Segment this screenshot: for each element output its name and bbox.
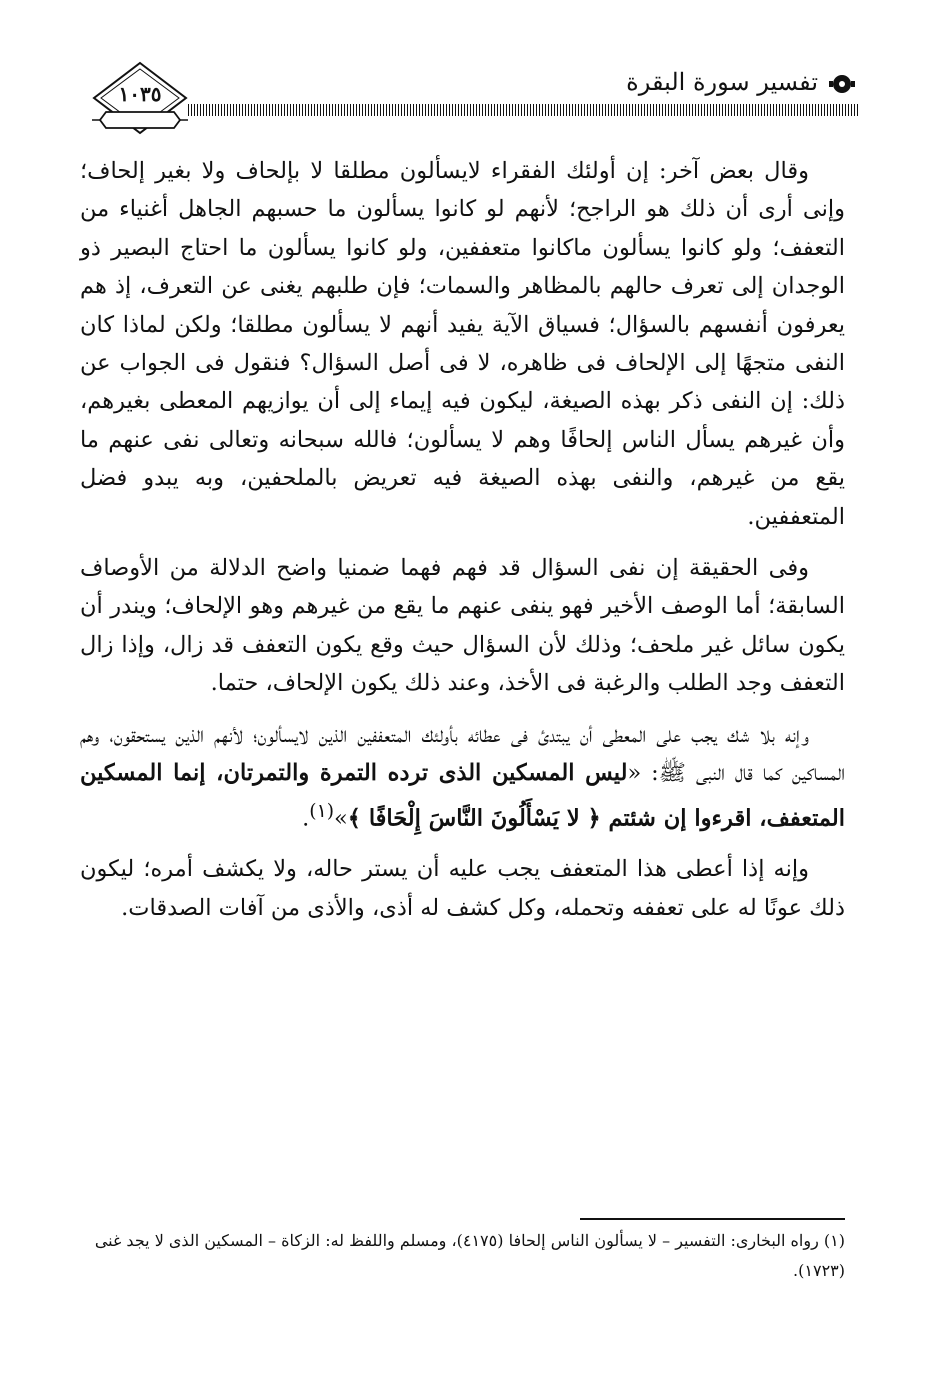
page-header	[90, 52, 860, 142]
footnotes	[80, 1226, 845, 1286]
footnote-item: (١) رواه البخارى: التفسير – لا يسألون الناس إلحافا (٤١٧٥)، ومسلم واللفظ له: الزكاة – المسكين الذى لا يجد غنى (١٧٢٣).	[94, 1231, 845, 1280]
paragraph: وإنه إذا أعطى هذا المتعفف يجب عليه أن يستر حاله، ولا يكشف أمره؛ ليكون ذلك عونًا له على تعففه وتحمله، وكل كشف له أذى، والأذى من آفات الصدقات.	[80, 856, 845, 921]
paragraph-end: .	[302, 805, 310, 831]
page-number: ١٠٣٥	[118, 82, 162, 106]
main-text	[80, 152, 845, 927]
running-title: تفسير سورة البقرة	[626, 68, 818, 96]
decorative-ornament-icon	[828, 72, 856, 96]
footnote-ref[interactable]: (١)	[309, 800, 335, 822]
paragraph: وفى الحقيقة إن نفى السؤال قد فهم فهما ضمنيا واضح الدلالة من الأوصاف السابقة؛ أما الوصف الأخير فهو ينفى عنهم ما يقع من غيرهم وهو الإلحاف؛ ويندر أن يكون سائل غير ملحف؛ وذلك لأن السؤال حيث وقع يكون التعفف قد زال، وإذا زال التعفف وجد الطلب والرغبة فى الأخذ، وعند ذلك يكون الإلحاف، حتما.	[80, 555, 845, 697]
header-rule	[188, 104, 860, 116]
hadith-quote: ليس المسكين الذى ترده التمرة والتمرتان، إنما المسكين المتعفف، اقرءوا إن شئتم ﴿ لا يَسْأَلُونَ النَّاسَ إِلْحَافًا ﴾	[80, 760, 845, 831]
paragraph-text: وإنه بلا شك يجب على المعطى أن يبتدئ فى عطائه بأولئك المتعففين الذين لايسألون؛ لأنهم الذين يستحقون، وهم المساكين كما قال النبى ﷺ: «	[80, 721, 845, 787]
paragraph: وقال بعض آخر: إن أولئك الفقراء لايسألون مطلقا لا بإلحاف ولا بغير إلحاف؛ وإنى أرى أن ذلك هو الراجح؛ لأنهم لو كانوا يسألون ما حسبهم الجاهل أغنياء من التعفف؛ ولو كانوا يسألون ماكانوا متعففين، ولو كانوا يسألون ما احتاج البصير ذو الوجدان إلى تعرف حالهم بالمظاهر والسمات؛ فإن طلبهم يغنى عن التعرف، إذ هم يعرفون أنفسهم بالسؤال؛ فسياق الآية يفيد أنهم لا يسألون مطلقا؛ ولكن لماذا كان النفى متجهًا إلى الإلحاف فى ظاهره، لا فى أصل السؤال؟ فنقول فى الجواب عن ذلك: إن النفى ذكر بهذه الصيغة، ليكون فيه إيماء إلى أن يوازيهم المعطى بغيرهم، وأن غيرهم يسأل الناس إلحافًا وهم لا يسألون؛ فالله سبحانه وتعالى نفى عنهم ما يقع من غيرهم، والنفى بهذه الصيغة فيه تعريض بالملحفين، وبه يبدو فضل المتعففين.	[80, 158, 845, 530]
paragraph	[80, 716, 845, 838]
footnote-separator	[580, 1218, 845, 1220]
quote-close: »	[334, 805, 348, 831]
